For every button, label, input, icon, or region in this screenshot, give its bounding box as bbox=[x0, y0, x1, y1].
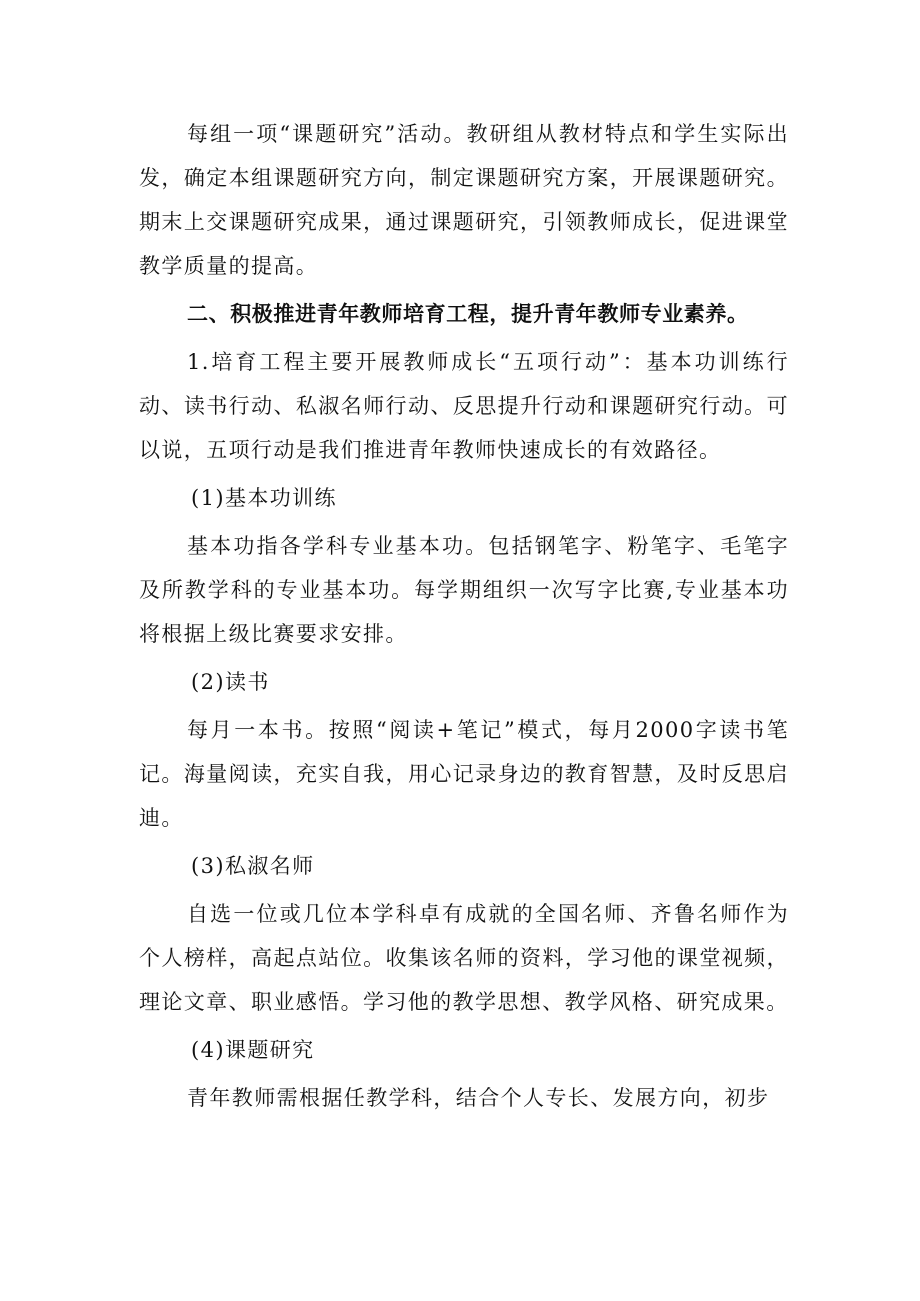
document-body bbox=[139, 112, 789, 1120]
subheading-famous-teachers: (3)私淑名师 bbox=[191, 854, 315, 878]
paragraph-reading: 每月一本书。按照“阅读+笔记”模式，每月2000字读书笔记。海量阅读，充实自我，用心记录身边的教育智慧，及时反思启迪。 bbox=[139, 718, 789, 830]
subheading-research: (4)课题研究 bbox=[191, 1038, 315, 1062]
paragraph-basic-skills: 基本功指各学科专业基本功。包括钢笔字、粉笔字、毛笔字及所教学科的专业基本功。每学期组织一次写字比赛,专业基本功将根据上级比赛要求安排。 bbox=[139, 534, 789, 646]
paragraph-research-activity: 每组一项“课题研究”活动。教研组从教材特点和学生实际出发，确定本组课题研究方向，制定课题研究方案，开展课题研究。期末上交课题研究成果，通过课题研究，引领教师成长，促进课堂教学质量的提高。 bbox=[139, 122, 789, 278]
paragraph-famous-teachers: 自选一位或几位本学科卓有成就的全国名师、齐鲁名师作为个人榜样，高起点站位。收集该名师的资料，学习他的课堂视频，理论文章、职业感悟。学习他的教学思想、教学风格、研究成果。 bbox=[139, 902, 789, 1014]
section-heading-2: 二、积极推进青年教师培育工程，提升青年教师专业素养。 bbox=[187, 301, 749, 326]
paragraph-research: 青年教师需根据任教学科，结合个人专长、发展方向，初步 bbox=[187, 1086, 770, 1110]
paragraph-five-actions: 1.培育工程主要开展教师成长“五项行动”：基本功训练行动、读书行动、私淑名师行动、反思提升行动和课题研究行动。可以说，五项行动是我们推进青年教师快速成长的有效路径。 bbox=[139, 350, 789, 462]
subheading-reading: (2)读书 bbox=[191, 670, 270, 694]
subheading-basic-skills: (1)基本功训练 bbox=[191, 486, 337, 510]
